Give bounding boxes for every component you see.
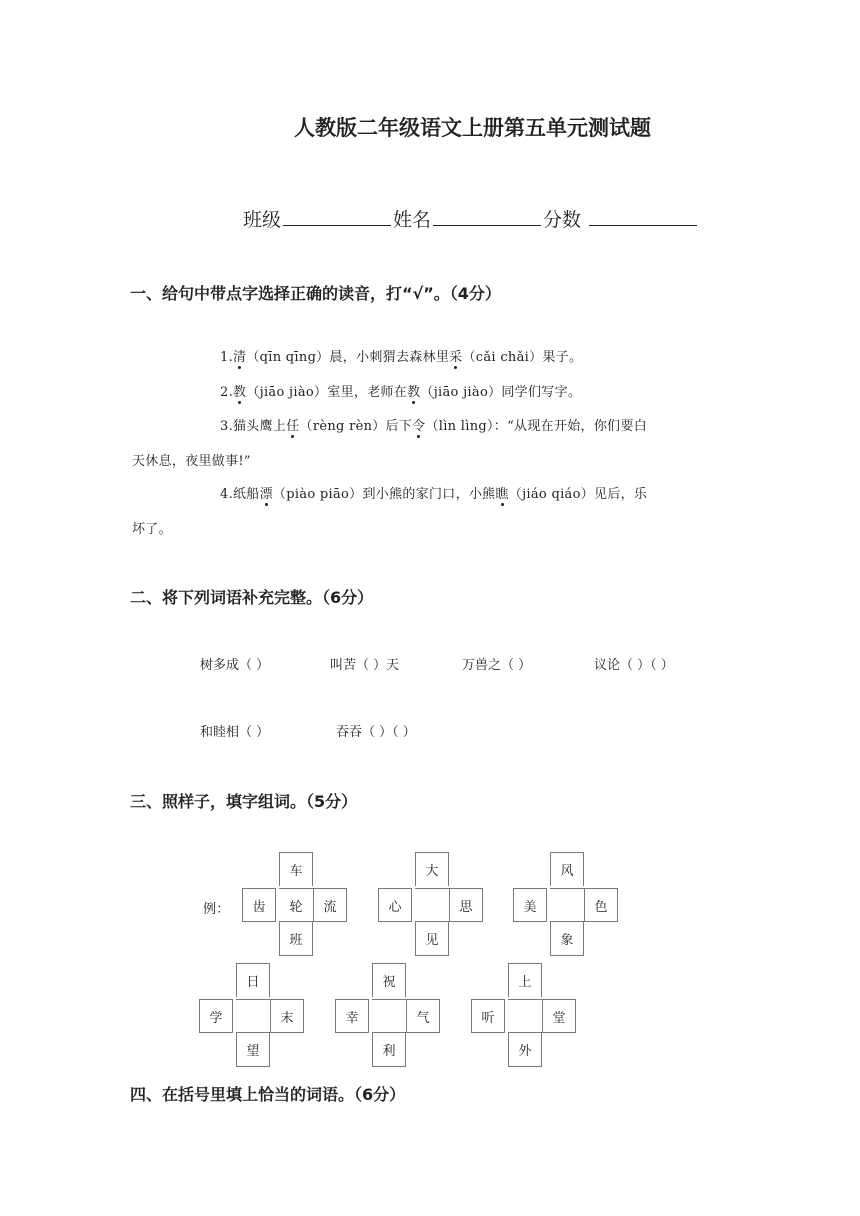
cross-cell-bottom: 外 — [508, 1033, 542, 1067]
q-text: （jiāo jiào）同学们写字。 — [420, 385, 582, 400]
q-text: （cǎi chǎi）果子。 — [462, 350, 583, 365]
cross-cell-center-blank[interactable] — [550, 888, 584, 922]
cross-cell-left: 齿 — [242, 888, 276, 922]
class-blank[interactable] — [283, 207, 391, 226]
dotted-char: 漂 — [260, 483, 273, 502]
fill-item[interactable]: 树多成（ ） — [200, 658, 270, 673]
fill-item[interactable]: 万兽之（ ） — [462, 658, 532, 673]
question-1-4-cont: 坏了。 — [132, 522, 172, 537]
question-1-3-cont: 天休息，夜里做事!” — [132, 454, 251, 469]
cross-cell-right: 气 — [406, 999, 440, 1033]
cross-cell-top: 车 — [279, 852, 313, 886]
example-label: 例： — [203, 902, 230, 917]
cross-cell-bottom: 班 — [279, 922, 313, 956]
cross-cell-center-blank[interactable] — [372, 999, 406, 1033]
score-blank[interactable] — [589, 207, 697, 226]
student-info-line — [243, 205, 699, 232]
cross-cell-top: 日 — [236, 963, 270, 997]
cross-cell-left: 学 — [199, 999, 233, 1033]
cross-cell-bottom: 望 — [236, 1033, 270, 1067]
q-text: 1. — [220, 350, 234, 365]
q-text: （jiáo qiáo）见后，乐 — [508, 487, 648, 502]
fill-item[interactable]: 吞吞（ ）（ ） — [336, 725, 416, 740]
q-text: 2. — [220, 385, 234, 400]
dotted-char: 清 — [233, 346, 246, 365]
q-text: （jiāo jiào）室里，老师在 — [246, 385, 408, 400]
cross-cell-left: 美 — [513, 888, 547, 922]
cross-cell-center-blank[interactable] — [236, 999, 270, 1033]
q-text: （qīn qīng）晨，小刺猬去森林里 — [246, 350, 450, 365]
section-2-heading: 二、将下列词语补充完整。（6分） — [130, 588, 374, 607]
cross-cell-right: 堂 — [542, 999, 576, 1033]
q-text: （lìn lìng）：“从现在开始，你们要白 — [425, 419, 648, 434]
cross-cell-top: 大 — [415, 852, 449, 886]
dotted-char: 采 — [449, 346, 462, 365]
cross-cell-left: 听 — [471, 999, 505, 1033]
cross-cell-center: 轮 — [279, 888, 313, 922]
cross-cell-bottom: 见 — [415, 922, 449, 956]
cross-cell-right: 思 — [449, 888, 483, 922]
dotted-char: 教 — [407, 381, 420, 400]
fill-item[interactable]: 叫苦（ ）天 — [330, 658, 400, 673]
name-label: 姓名 — [393, 209, 432, 231]
cross-cell-right: 流 — [313, 888, 347, 922]
dotted-char: 瞧 — [495, 483, 508, 502]
q-text: （piào piāo）到小熊的家门口，小熊 — [272, 487, 496, 502]
class-label: 班级 — [243, 209, 282, 231]
section-3-heading: 三、照样子，填字组词。（5分） — [130, 792, 358, 811]
word-cross — [513, 852, 621, 960]
word-cross — [378, 852, 486, 960]
fill-item[interactable]: 和睦相（ ） — [200, 725, 270, 740]
dotted-char: 教 — [233, 381, 246, 400]
page-title: 人教版二年级语文上册第五单元测试题 — [294, 115, 651, 140]
section-4-heading: 四、在括号里填上恰当的词语。（6分） — [130, 1085, 406, 1104]
dotted-char: 令 — [412, 415, 425, 434]
q-text: 3.猫头鹰上 — [220, 419, 287, 434]
cross-cell-center-blank[interactable] — [415, 888, 449, 922]
fill-item[interactable]: 议论（ ）（ ） — [594, 658, 674, 673]
cross-cell-bottom: 象 — [550, 922, 584, 956]
question-1-2 — [220, 381, 581, 400]
cross-cell-right: 末 — [270, 999, 304, 1033]
cross-cell-right: 色 — [584, 888, 618, 922]
cross-cell-top: 风 — [550, 852, 584, 886]
q-text: 4.纸船 — [220, 487, 260, 502]
word-cross — [471, 963, 579, 1071]
question-1-1 — [220, 346, 582, 365]
word-cross-example — [242, 852, 350, 960]
name-blank[interactable] — [433, 207, 541, 226]
dotted-char: 任 — [286, 415, 299, 434]
cross-cell-left: 心 — [378, 888, 412, 922]
word-cross — [335, 963, 443, 1071]
cross-cell-top: 上 — [508, 963, 542, 997]
question-1-3 — [220, 415, 647, 434]
cross-cell-bottom: 利 — [372, 1033, 406, 1067]
q-text: （rèng rèn）后下 — [299, 419, 413, 434]
question-1-4 — [220, 483, 647, 502]
cross-cell-center-blank[interactable] — [508, 999, 542, 1033]
cross-cell-top: 祝 — [372, 963, 406, 997]
score-label: 分数 — [543, 209, 582, 231]
section-1-heading: 一、给句中带点字选择正确的读音，打“√”。（4分） — [130, 284, 501, 303]
word-cross — [199, 963, 307, 1071]
cross-cell-left: 幸 — [335, 999, 369, 1033]
